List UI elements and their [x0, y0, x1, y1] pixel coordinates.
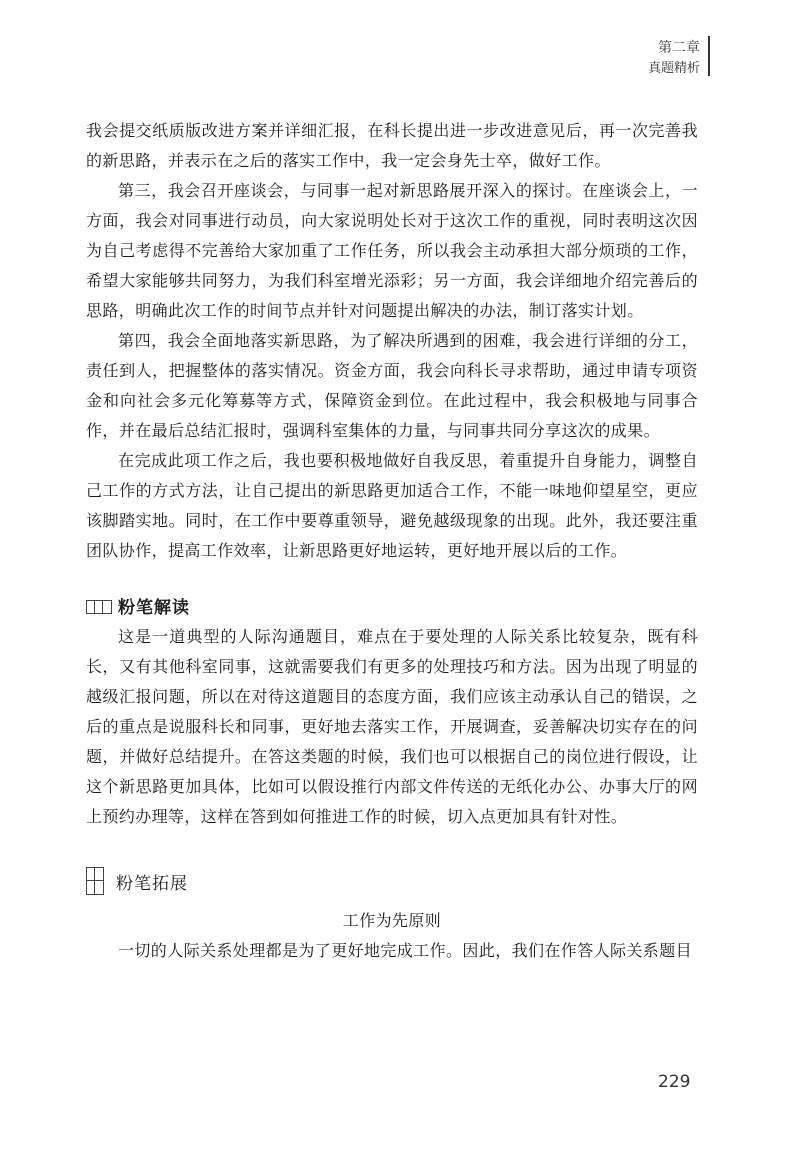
spacer [86, 832, 698, 866]
body-paragraph-4: 在完成此项工作之后，我也要积极地做好自我反思，着重提升自身能力，调整自己工作的方式方法，让自己提出的新思路更加适合工作，不能一味地仰望星空，更应该脚踏实地。同时，在工作中要尊重领导，避免越级现象的出现。此外，我还要注重团队协作，提高工作效率，让新思路更好地运转，更好地开展以后的工作。 [86, 451, 698, 560]
chapter-label: 第二章 [658, 40, 700, 56]
section-heading-extension [86, 866, 698, 896]
page-body [86, 116, 698, 966]
section-marker-icon [86, 600, 112, 614]
book-marker-icon [86, 867, 104, 895]
running-header [648, 38, 700, 80]
header-divider [708, 36, 710, 76]
spacer [86, 566, 698, 590]
section-label: 真题精析 [647, 61, 700, 76]
section-title-interpretation: 粉笔解读 [118, 597, 190, 618]
body-paragraph-2: 第三，我会召开座谈会，与同事一起对新思路展开深入的探讨。在座谈会上，一方面，我会对同事进行动员，向大家说明处长对于这次工作的重视，同时表明这次因为自己考虑得不完善给大家加重了工作任务，所以我会主动承担大部分烦琐的工作，希望大家能够共同努力，为我们科室增光添彩；另一方面，我会详细地介绍完善后的思路，明确此次工作的时间节点并针对问题提出解决的办法，制订落实计划。 [86, 181, 698, 320]
section-title-extension: 粉笔拓展 [116, 873, 188, 894]
interpretation-paragraph: 这是一道典型的人际沟通题目，难点在于要处理的人际关系比较复杂，既有科长，又有其他科室同事，这就需要我们有更多的处理技巧和方法。因为出现了明显的越级汇报问题，所以在对待这道题目的态度方面，我们应该主动承认自己的错误，之后的重点是说服科长和同事，更好地去落实工作，开展调查，妥善解决切实存在的问题，并做好总结提升。在答这类题的时候，我们也可以根据自己的岗位进行假设，让这个新思路更加具体，比如可以假设推行内部文件传送的无纸化办公、办事大厅的网上预约办理等，这样在答到如何推进工作的时候，切入点更加具有针对性。 [86, 627, 698, 826]
subheading: 工作为先原则 [342, 911, 442, 930]
extension-paragraph: 一切的人际关系处理都是为了更好地完成工作。因此，我们在作答人际关系题目 [118, 941, 693, 960]
body-paragraph-3: 第四，我会全面地落实新思路，为了解决所遇到的困难，我会进行详细的分工，责任到人，把握整体的落实情况。资金方面，我会向科长寻求帮助，通过申请专项资金和向社会多元化筹募等方式，保障资金到位。在此过程中，我会积极地与同事合作，并在最后总结汇报时，强调科室集体的力量，与同事共同分享这次的成果。 [86, 331, 698, 440]
page-number: 229 [658, 1072, 691, 1092]
section-heading-interpretation [86, 590, 698, 620]
body-paragraph-1: 我会提交纸质版改进方案并详细汇报，在科长提出进一步改进意见后，再一次完善我的新思路，并表示在之后的落实工作中，我一定会身先士卒，做好工作。 [86, 121, 698, 170]
